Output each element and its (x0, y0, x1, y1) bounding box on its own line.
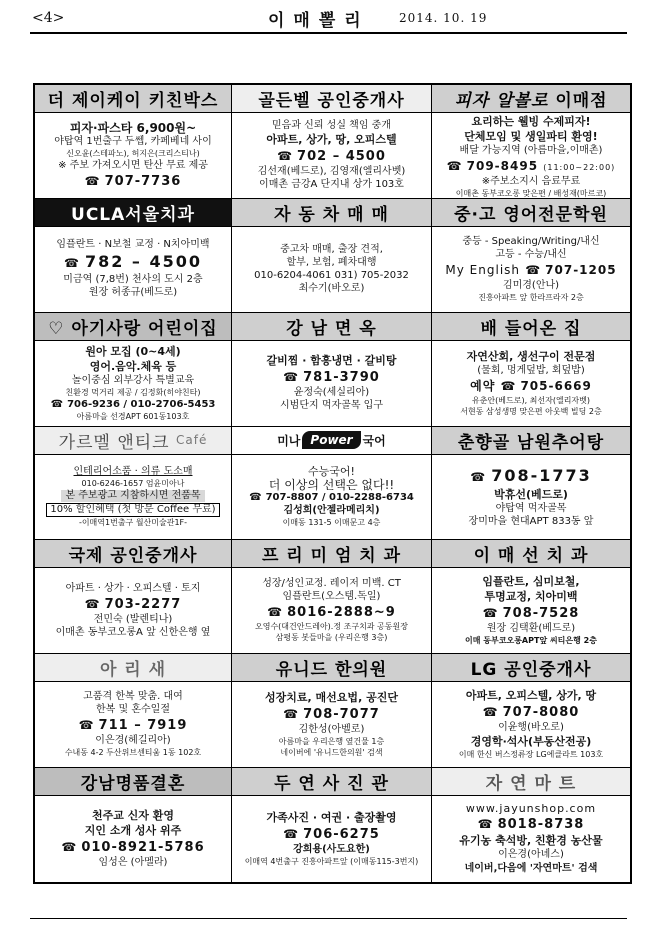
telephone-icon: ☎ (78, 718, 95, 733)
ad-title: 강남명품결혼 (35, 768, 231, 796)
telephone-icon: ☎ (249, 491, 262, 503)
ad-line: 서현동 삼성생명 맞은편 아웃백 빌딩 2층 (460, 406, 602, 416)
ad-line: 아파트, 오피스텔, 상가, 땅 (465, 689, 597, 703)
ad-title: 두 연 사 진 관 (232, 768, 431, 796)
ad-chuntang-soup (432, 427, 630, 541)
ad-phone: ☎ 709-8495 (11:00~22:00) (446, 159, 616, 173)
ad-title: 아 리 새 (35, 654, 231, 682)
ad-line: 네이버,다음에 '자연마트' 검색 (464, 862, 598, 874)
ad-line: 010-6246-1657 엄윤미아나 (81, 478, 185, 488)
ad-line: 가족사진 · 여권 · 출장촬영 (266, 811, 397, 825)
ad-title: 유니드 한의원 (232, 654, 431, 682)
ad-line: 미금역 (7,8번) 천사의 도시 2층 (63, 274, 203, 286)
ad-line: 최수기(바오로) (298, 282, 365, 294)
ad-line: 임플란트, 심미보철, (482, 575, 580, 589)
footer-rule (30, 918, 627, 919)
ad-line: 성장/성인교정. 레이저 미백. CT (262, 578, 401, 590)
ad-line: 수능국어! (308, 464, 355, 478)
ad-line: 이윤행(바오로) (498, 722, 564, 734)
ad-title: 배 들어온 집 (432, 313, 630, 341)
ad-line: 야탑역 1번출구 두쎕, 카페베네 사이 (54, 135, 212, 147)
ad-phone: ☎ 707-7736 (84, 173, 182, 189)
ad-line: 이매촌 동부코오롱 맞은편 / 배성재(마르코) (455, 189, 607, 198)
ad-line: 아파트 · 상가 · 오피스텔 · 토지 (65, 582, 201, 594)
ad-line: 아파트, 상가, 땅, 오피스텔 (266, 132, 397, 146)
ad-line: 원장 김택환(베드로) (486, 623, 576, 635)
ad-jayeon-mart (432, 768, 630, 882)
website-link[interactable]: www.jayunshop.com (465, 801, 597, 815)
ad-title: 자 연 마 트 (432, 768, 630, 796)
telephone-icon: ☎ (267, 605, 284, 620)
ad-line: 김미경(안나) (502, 279, 560, 291)
ad-line: 아름마을 우리은행 옆건물 1층 (278, 737, 385, 747)
ad-phone: ☎ 010-8921-5786 (61, 840, 205, 856)
ad-line: 전민숙 (발렌티나) (93, 613, 173, 625)
ad-line: 이매 한신 버스정류장 LG에클라트 103호 (458, 750, 604, 760)
telephone-icon: ☎ (482, 606, 499, 621)
ad-line: 진흥아파트 앞 한라프라자 2층 (478, 292, 584, 302)
ad-line: 10% 할인혜택 (첫 방문 Coffee 무료) (46, 503, 219, 517)
ad-title: LG 공인중개사 (432, 654, 630, 682)
ad-gukje-realty (35, 540, 232, 654)
ad-english-academy (432, 199, 630, 313)
ad-title: 프 리 미 엄 치 과 (232, 540, 431, 568)
ad-line: 더 이상의 선택은 없다!! (268, 477, 395, 492)
telephone-icon: ☎ (84, 173, 101, 188)
telephone-icon: ☎ (470, 469, 488, 484)
ad-premium-dental (232, 540, 432, 654)
telephone-icon: ☎ (277, 148, 294, 163)
ad-line: 이은경(아녜스) (498, 848, 564, 860)
ad-gangnam-noodles (232, 313, 432, 427)
ad-line: 시범단지 먹자골목 입구 (280, 400, 383, 412)
ad-phone: ☎ 8016-2888~9 (267, 605, 396, 621)
ad-phone: ☎ 708-7077 (283, 707, 380, 723)
ad-line: 배달 가능지역 (아름마을,이매촌) (459, 145, 603, 156)
ad-line: 이매촌 동부코오롱A 앞 신한은행 옆 (55, 626, 211, 638)
ad-line: 윤정숙(세실리아) (293, 387, 370, 399)
telephone-icon: ☎ (63, 256, 81, 271)
ad-phone: ☎ 711 – 7919 (78, 718, 188, 734)
ad-line: 자연산회, 생선구이 전문점 (466, 349, 596, 363)
ad-phone: ☎ 703-2277 (84, 596, 182, 612)
ad-title: 중·고 영어전문학원 (432, 199, 630, 227)
ad-line: 한복 및 혼수일절 (96, 704, 170, 716)
ad-gangnam-wedding (35, 768, 232, 882)
ad-line: 김성희(안젤라메리치) (283, 504, 380, 516)
ad-line: -이매역1번출구 월산미술관1F- (78, 517, 188, 527)
ad-line: 임플란트(오스템.독일) (282, 591, 381, 603)
ad-duyeon-photo (232, 768, 432, 882)
ad-line: 네이버에 '유니드한의원' 검색 (280, 748, 383, 758)
ad-line: 이매 동부코오롱APT앞 씨티은행 2층 (465, 636, 597, 646)
ad-line: 아름마을 선경APT 601동103호 (76, 411, 190, 421)
ad-phone: ☎ 702 – 4500 (277, 148, 386, 164)
ad-line: 임성은 (아멜라) (98, 857, 168, 869)
ad-title: 더 제이케이 키친박스 (35, 85, 231, 113)
ad-line: 유기농 축석방, 친환경 농산물 (459, 833, 603, 847)
ad-line: 천주교 신자 환영 (91, 809, 175, 823)
telephone-icon: ☎ (525, 262, 542, 277)
telephone-icon: ☎ (482, 705, 499, 720)
ad-line: 친환경 먹거리 제공 / 김정화(히야친타) (65, 387, 201, 397)
ad-arisae-hanbok (35, 654, 232, 768)
telephone-icon: ☎ (283, 827, 300, 842)
telephone-icon: ☎ (283, 370, 300, 385)
ad-phone: ☎ 708-1773 (470, 465, 592, 485)
ad-line: 수내동 4-2 두산위브센티움 1동 102호 (64, 748, 202, 758)
telephone-icon: ☎ (50, 398, 64, 410)
ad-title: 강 남 면 옥 (232, 313, 431, 341)
ad-line: 유춘안(베드로), 최선자(엘리자벳) (471, 395, 591, 405)
ad-phone: ☎ 782 – 4500 (63, 252, 203, 272)
ad-ucla-dental (35, 199, 232, 313)
ad-phone: My English ☎ 707-1205 (445, 262, 617, 277)
ad-line: 이은경(헤길리아) (95, 735, 171, 747)
ad-line: 강희용(사도요한) (293, 844, 370, 856)
ad-line: ※주보소지시 음료무료 (481, 176, 581, 187)
issue-date: 2014. 10. 19 (399, 11, 488, 25)
ad-line: 신오윤(스테파노), 허지은(크리스티나) (66, 148, 200, 158)
ad-line: 이매동 131-5 이매문고 4층 (282, 517, 381, 527)
ad-title: 미나 Power 국어 (232, 427, 431, 455)
ad-carmel-antique (35, 427, 232, 541)
ad-line: 고등 - 수능/내신 (495, 248, 567, 260)
ad-title: 국제 공인중개사 (35, 540, 231, 568)
ad-line: 믿음과 신뢰 성실 책임 중개 (272, 119, 391, 131)
ad-seafood (432, 313, 630, 427)
ad-phone: ☎ 707-8080 (482, 705, 580, 721)
ad-line: 박휴선(베드로) (494, 487, 568, 501)
telephone-icon: ☎ (61, 840, 78, 855)
ad-line: 김한성(아벨로) (298, 724, 365, 736)
ad-mina-power-korean (232, 427, 432, 541)
ad-phone: 예약 ☎ 705-6669 (470, 378, 592, 393)
ad-line: 놀이중심 외부강사 특별교육 (71, 374, 195, 386)
ad-line: 단체모임 및 생일파티 환영! (464, 130, 598, 143)
ad-line: 김선재(베드로), 김영재(엘리사벳) (257, 165, 406, 177)
telephone-icon: ☎ (446, 159, 463, 173)
ad-line: 원아 모집 (0~4세) (85, 344, 181, 358)
ad-line: (물회, 멍게덮밥, 회덮밥) (477, 364, 585, 376)
newsletter-title: 이매뽈리 (268, 11, 370, 31)
ad-line: 갈비찜 · 함흥냉면 · 갈비탕 (266, 354, 397, 368)
ad-phone: ☎ 8018-8738 (477, 816, 585, 832)
ad-line: 지인 소개 성사 위주 (84, 824, 182, 838)
ad-line: 임플란트 · N보철 교정 · N치아미백 (56, 239, 210, 251)
ad-line: 피자·파스타 6,900원~ (69, 120, 197, 135)
ad-line: 영어.음악.체육 등 (89, 359, 177, 373)
telephone-icon: ☎ (477, 816, 494, 831)
ad-car-dealer (232, 199, 432, 313)
page-header (30, 6, 627, 34)
ad-line: 이매촌 금강A 단지내 상가 103호 (259, 178, 404, 190)
ad-phone: ☎ 707-8807 / 010-2288-6734 (249, 491, 414, 503)
ad-title: 골든벨 공인중개사 (232, 85, 431, 113)
ad-phone: ☎ 706-9236 / 010-2706-5453 (50, 398, 216, 410)
ad-line: 오영수(대건안드레아).정 조구치과 공동원장 (255, 622, 408, 632)
ad-phone: ☎ 706-6275 (283, 827, 380, 843)
ad-line: 요리하는 웰빙 수제피자! (471, 115, 591, 128)
ad-line: 투명교정, 치아미백 (484, 590, 578, 604)
ad-line: 성장치료, 매선요법, 공진단 (265, 691, 398, 705)
ad-title: 춘향골 남원추어탕 (432, 427, 630, 455)
ad-line: 중고차 매매, 출장 견적, (280, 243, 383, 255)
ad-title: UCLA서울치과 (35, 199, 231, 227)
ad-title: 자 동 차 매 매 (232, 199, 431, 227)
ad-unid-clinic (232, 654, 432, 768)
ad-line: 고품격 한복 맞춤. 대여 (83, 691, 183, 703)
ad-imaeseon-dental (432, 540, 630, 654)
ad-pizza-alvolo (432, 85, 630, 199)
ad-line: 본 주보광고 지참하시면 전품목 (61, 490, 204, 502)
ad-phone: ☎ 708-7528 (482, 606, 580, 622)
ad-line: 삼평동 봇들마을 (우리은행 3층) (275, 633, 388, 643)
ad-grid (33, 83, 632, 884)
ad-daycare (35, 313, 232, 427)
ad-line: 장미마을 현대APT 833동 앞 (468, 515, 594, 527)
ad-title: 가르멜 앤티크 Café (35, 427, 231, 455)
ad-line: 야탑역 먹자골목 (495, 502, 567, 514)
ad-kitchenbox (35, 85, 232, 199)
ad-goldenbell (232, 85, 432, 199)
ad-lg-realty (432, 654, 630, 768)
ad-phone: ☎ 781-3790 (283, 370, 380, 386)
telephone-icon: ☎ (283, 707, 300, 722)
telephone-icon: ☎ (500, 378, 517, 393)
ad-line: 인테리어소품 · 의류 도소매 (73, 465, 193, 477)
ad-title: 이 매 선 치 과 (432, 540, 630, 568)
ad-title: ♡ 아기사랑 어린이집 (35, 313, 231, 341)
ad-line: 이매역 4번출구 진흥아파트앞 (이매동115-3번지) (244, 857, 419, 867)
ad-line: 원장 허종규(베드로) (88, 287, 178, 299)
ad-title: 피자 알볼로 이매점 (432, 85, 630, 113)
ad-line: 경영학·석사(부동산전공) (470, 735, 592, 749)
ad-line: 중등 - Speaking/Writing/내신 (462, 235, 600, 247)
ad-line: 010-6204-4061 031) 705-2032 (254, 269, 409, 281)
page-number: <4> (32, 10, 65, 26)
telephone-icon: ☎ (84, 596, 101, 611)
ad-line: ※ 주보 가져오시면 탄산 무료 제공 (58, 159, 208, 171)
ad-line: 할부, 보험, 폐차대행 (286, 256, 377, 268)
